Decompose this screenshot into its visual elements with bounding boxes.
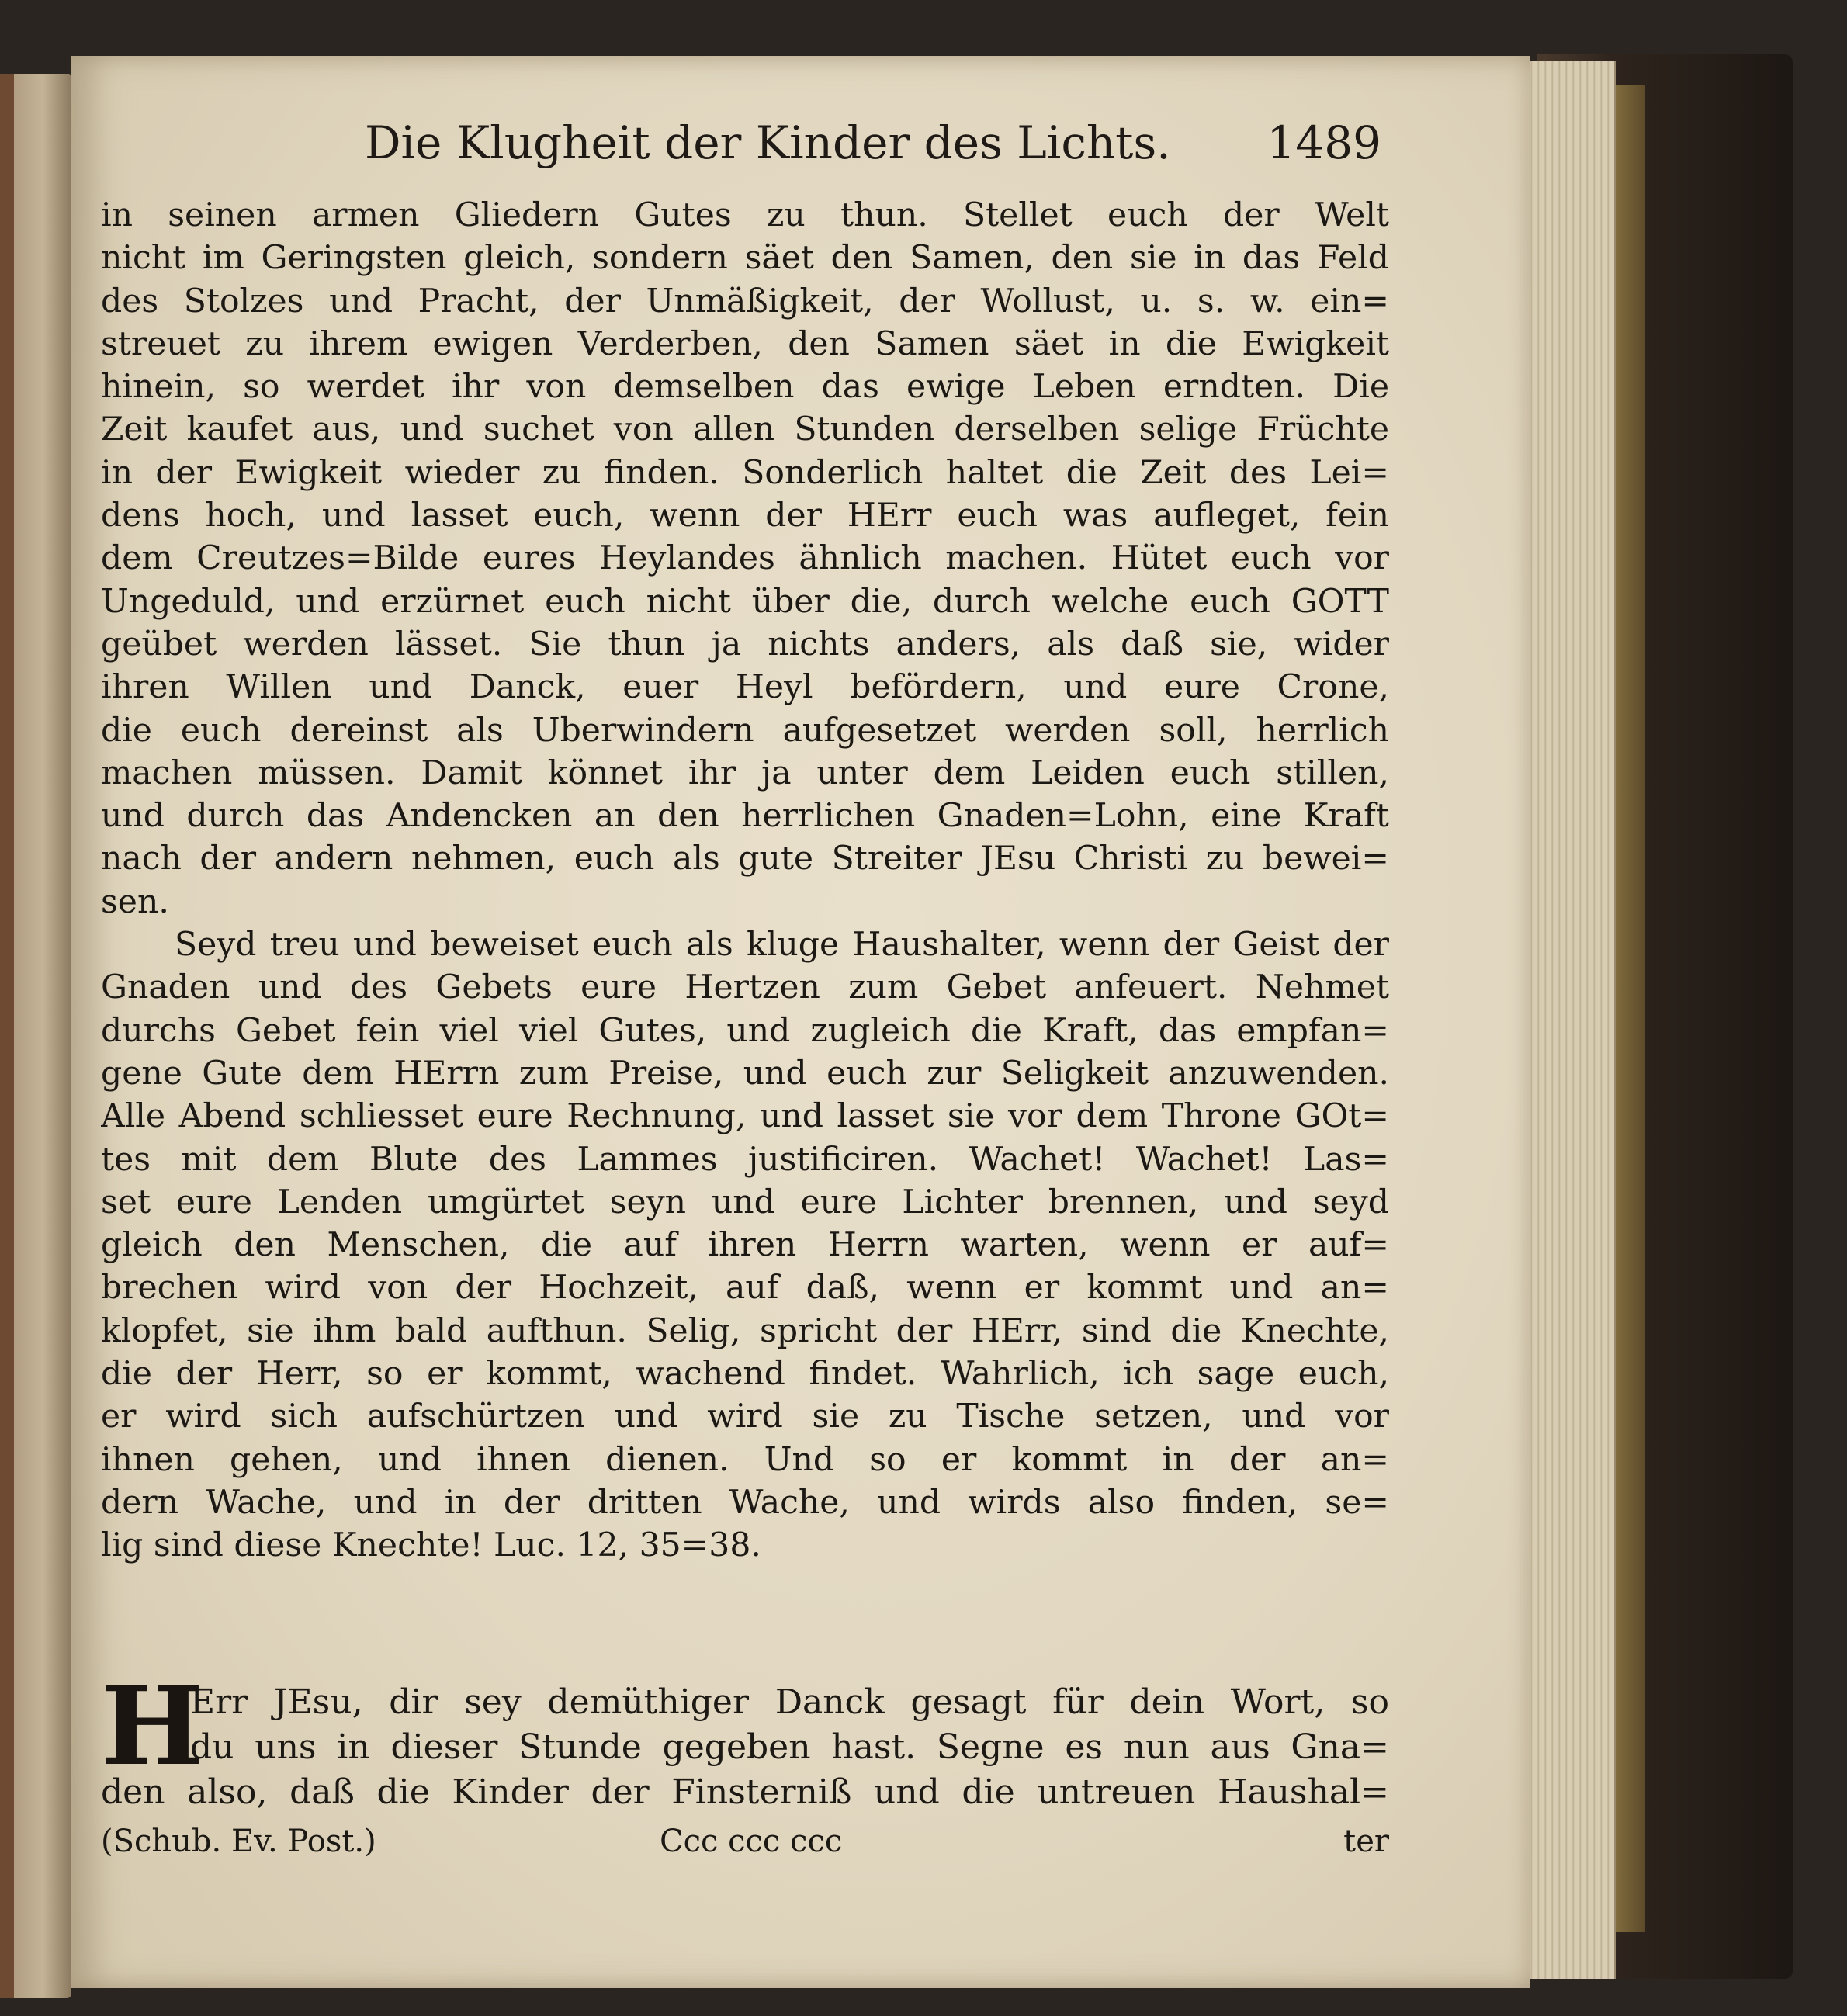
running-title: Die Klugheit der Kinder des Lichts. (365, 116, 1171, 169)
text-line: lig sind diese Knechte! Luc. 12, 35=38. (101, 1526, 761, 1565)
text-line: sen. (101, 882, 169, 921)
text-line: tes mit dem Blute des Lammes justificiren. Wachet! Wachet! Las= (101, 1140, 1389, 1179)
page-header (365, 109, 1381, 178)
text-line: die der Herr, so er kommt, wachend findet. Wahrlich, ich sage euch, (101, 1355, 1389, 1394)
page-number: 1489 (1267, 116, 1381, 169)
text-line: klopfet, sie ihm bald aufthun. Selig, spricht der HErr, sind die Knechte, (101, 1311, 1389, 1350)
text-line: set eure Lenden umgürtet seyn und eure Lichter brennen, und seyd (101, 1183, 1389, 1221)
text-line: Zeit kaufet aus, und suchet von allen Stunden derselben selige Früchte (101, 410, 1389, 449)
page-footer (101, 1824, 1389, 1870)
text-line: gene Gute dem HErrn zum Preise, und euch zur Seligkeit anzuwenden. (101, 1054, 1389, 1093)
left-cover-edge (0, 74, 14, 1998)
text-line: dern Wache, und in der dritten Wache, und wirds also finden, se= (101, 1483, 1389, 1522)
text-line: brechen wird von der Hochzeit, auf daß, wenn er kommt und an= (101, 1269, 1389, 1308)
text-line: und durch das Andencken an den herrlichen Gnaden=Lohn, eine Kraft (101, 797, 1389, 836)
prayer-line: Err JEsu, dir sey demüthiger Danck gesagt für dein Wort, so (190, 1682, 1389, 1722)
text-line: er wird sich aufschürtzen und wird sie zu Tische setzen, und vor (101, 1398, 1389, 1436)
text-line: in der Ewigkeit wieder zu finden. Sonderlich haltet die Zeit des Lei= (101, 453, 1389, 492)
text-line: gleich den Menschen, die auf ihren Herrn warten, wenn er auf= (101, 1226, 1389, 1265)
text-line: nach der andern nehmen, euch als gute Streiter JEsu Christi zu bewei= (101, 840, 1389, 878)
text-line: in seinen armen Gliedern Gutes zu thun. Stellet euch der Welt (101, 196, 1389, 234)
text-line: Seyd treu und beweiset euch als kluge Haushalter, wenn der Geist der (175, 926, 1389, 965)
text-line: dens hoch, und lasset euch, wenn der HErr euch was aufleget, fein (101, 497, 1389, 535)
text-line: geübet werden lässet. Sie thun ja nichts anders, als daß sie, wider (101, 625, 1389, 663)
text-line: hinein, so werdet ihr von demselben das ewige Leben erndten. Die (101, 368, 1389, 407)
text-line: des Stolzes und Pracht, der Unmäßigkeit, der Wollust, u. s. w. ein= (101, 282, 1389, 320)
body-text (101, 194, 1389, 1567)
text-line: die euch dereinst als Uberwindern aufgesetzet werden soll, herrlich (101, 711, 1389, 750)
text-line: Gnaden und des Gebets eure Hertzen zum Gebet anfeuert. Nehmet (101, 968, 1389, 1007)
prayer-paragraph (101, 1663, 1389, 1815)
text-line: streuet zu ihrem ewigen Verderben, den Samen säet in die Ewigkeit (101, 324, 1389, 363)
text-line: Ungeduld, und erzürnet euch nicht über die, durch welche euch GOTT (101, 582, 1389, 621)
drop-cap: H (101, 1663, 204, 1790)
text-line: durchs Gebet fein viel viel Gutes, und zugleich die Kraft, das empfan= (101, 1011, 1389, 1050)
source-note: (Schub. Ev. Post.) (101, 1824, 376, 1859)
text-line: nicht im Geringsten gleich, sondern säet den Samen, den sie in das Feld (101, 239, 1389, 278)
prayer-line: den also, daß die Kinder der Finsterniß und die untreuen Haushal= (101, 1772, 1389, 1812)
catchword: ter (1343, 1824, 1389, 1859)
prayer-line: du uns in dieser Stunde gegeben hast. Segne es nun aus Gna= (190, 1727, 1389, 1767)
text-line: Alle Abend schliesset eure Rechnung, und lasset sie vor dem Throne GOt= (101, 1097, 1389, 1136)
text-line: dem Creutzes=Bilde eures Heylandes ähnlich machen. Hütet euch vor (101, 539, 1389, 578)
signature-mark: Ccc ccc ccc (660, 1824, 843, 1859)
text-line: machen müssen. Damit könnet ihr ja unter dem Leiden euch stillen, (101, 753, 1389, 792)
text-line: ihnen gehen, und ihnen dienen. Und so er kommt in der an= (101, 1440, 1389, 1479)
text-line: ihren Willen und Danck, euer Heyl befördern, und eure Crone, (101, 668, 1389, 707)
